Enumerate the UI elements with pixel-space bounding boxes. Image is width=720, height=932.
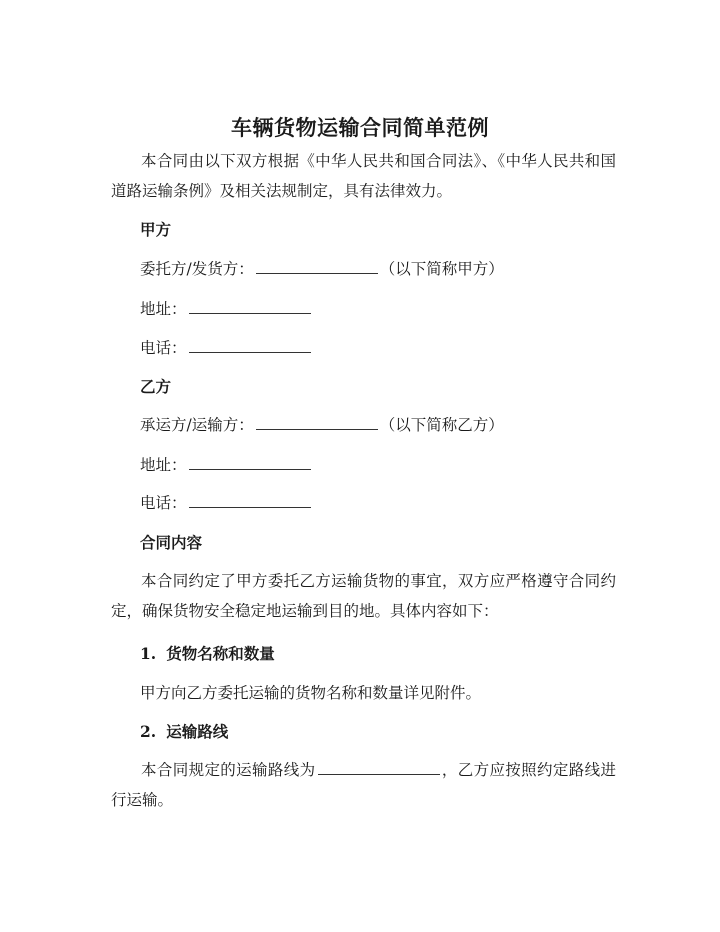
party-a-role-label: 委托方/发货方： <box>140 260 254 278</box>
party-a-heading: 甲方 <box>140 220 172 239</box>
section-2-heading: 运输路线 <box>166 722 229 741</box>
section-1-heading-line <box>140 643 275 665</box>
party-b-phone-blank <box>189 493 311 508</box>
document-title: 车辆货物运输合同简单范例 <box>231 115 489 140</box>
section-2-body-paragraph <box>111 755 616 815</box>
party-b-phone-line <box>140 492 313 514</box>
party-a-phone-label: 电话： <box>140 339 187 357</box>
section-2-body-before: 本合同规定的运输路线为 <box>141 761 316 779</box>
party-b-name-blank <box>256 415 378 430</box>
party-a-address-line <box>140 298 313 320</box>
party-a-name-blank <box>256 259 378 274</box>
party-b-role-line <box>140 414 504 436</box>
section-1-body: 甲方向乙方委托运输的货物名称和数量详见附件。 <box>140 684 482 702</box>
party-a-role-suffix: （以下简称甲方） <box>379 260 504 278</box>
contract-body-paragraph: 本合同约定了甲方委托乙方运输货物的事宜，双方应严格遵守合同约定，确保货物安全稳定地运输到目的地。具体内容如下： <box>111 572 616 620</box>
party-a-role-line <box>140 258 504 280</box>
party-b-address-line <box>140 454 313 476</box>
party-b-address-label: 地址： <box>140 456 187 474</box>
party-a-address-label: 地址： <box>140 300 187 318</box>
section-2-number: 2. <box>140 722 157 741</box>
section-2-heading-line <box>140 721 228 743</box>
intro-paragraph: 本合同由以下双方根据《中华人民共和国合同法》、《中华人民共和国道路运输条例》及相关法规制定，具有法律效力。 <box>111 152 616 200</box>
party-b-address-blank <box>189 455 311 470</box>
section-2-body-after: ，乙方应按照约定路线进行运输。 <box>111 761 616 809</box>
party-b-role-suffix: （以下简称乙方） <box>379 416 504 434</box>
party-a-phone-line <box>140 337 313 359</box>
contract-heading: 合同内容 <box>140 533 203 552</box>
route-blank <box>318 760 440 775</box>
section-1-number: 1. <box>140 644 157 663</box>
party-a-phone-blank <box>189 338 311 353</box>
party-a-address-blank <box>189 299 311 314</box>
party-b-role-label: 承运方/运输方： <box>140 416 254 434</box>
party-b-phone-label: 电话： <box>140 494 187 512</box>
section-1-heading: 货物名称和数量 <box>166 644 275 663</box>
party-b-heading: 乙方 <box>140 377 172 396</box>
